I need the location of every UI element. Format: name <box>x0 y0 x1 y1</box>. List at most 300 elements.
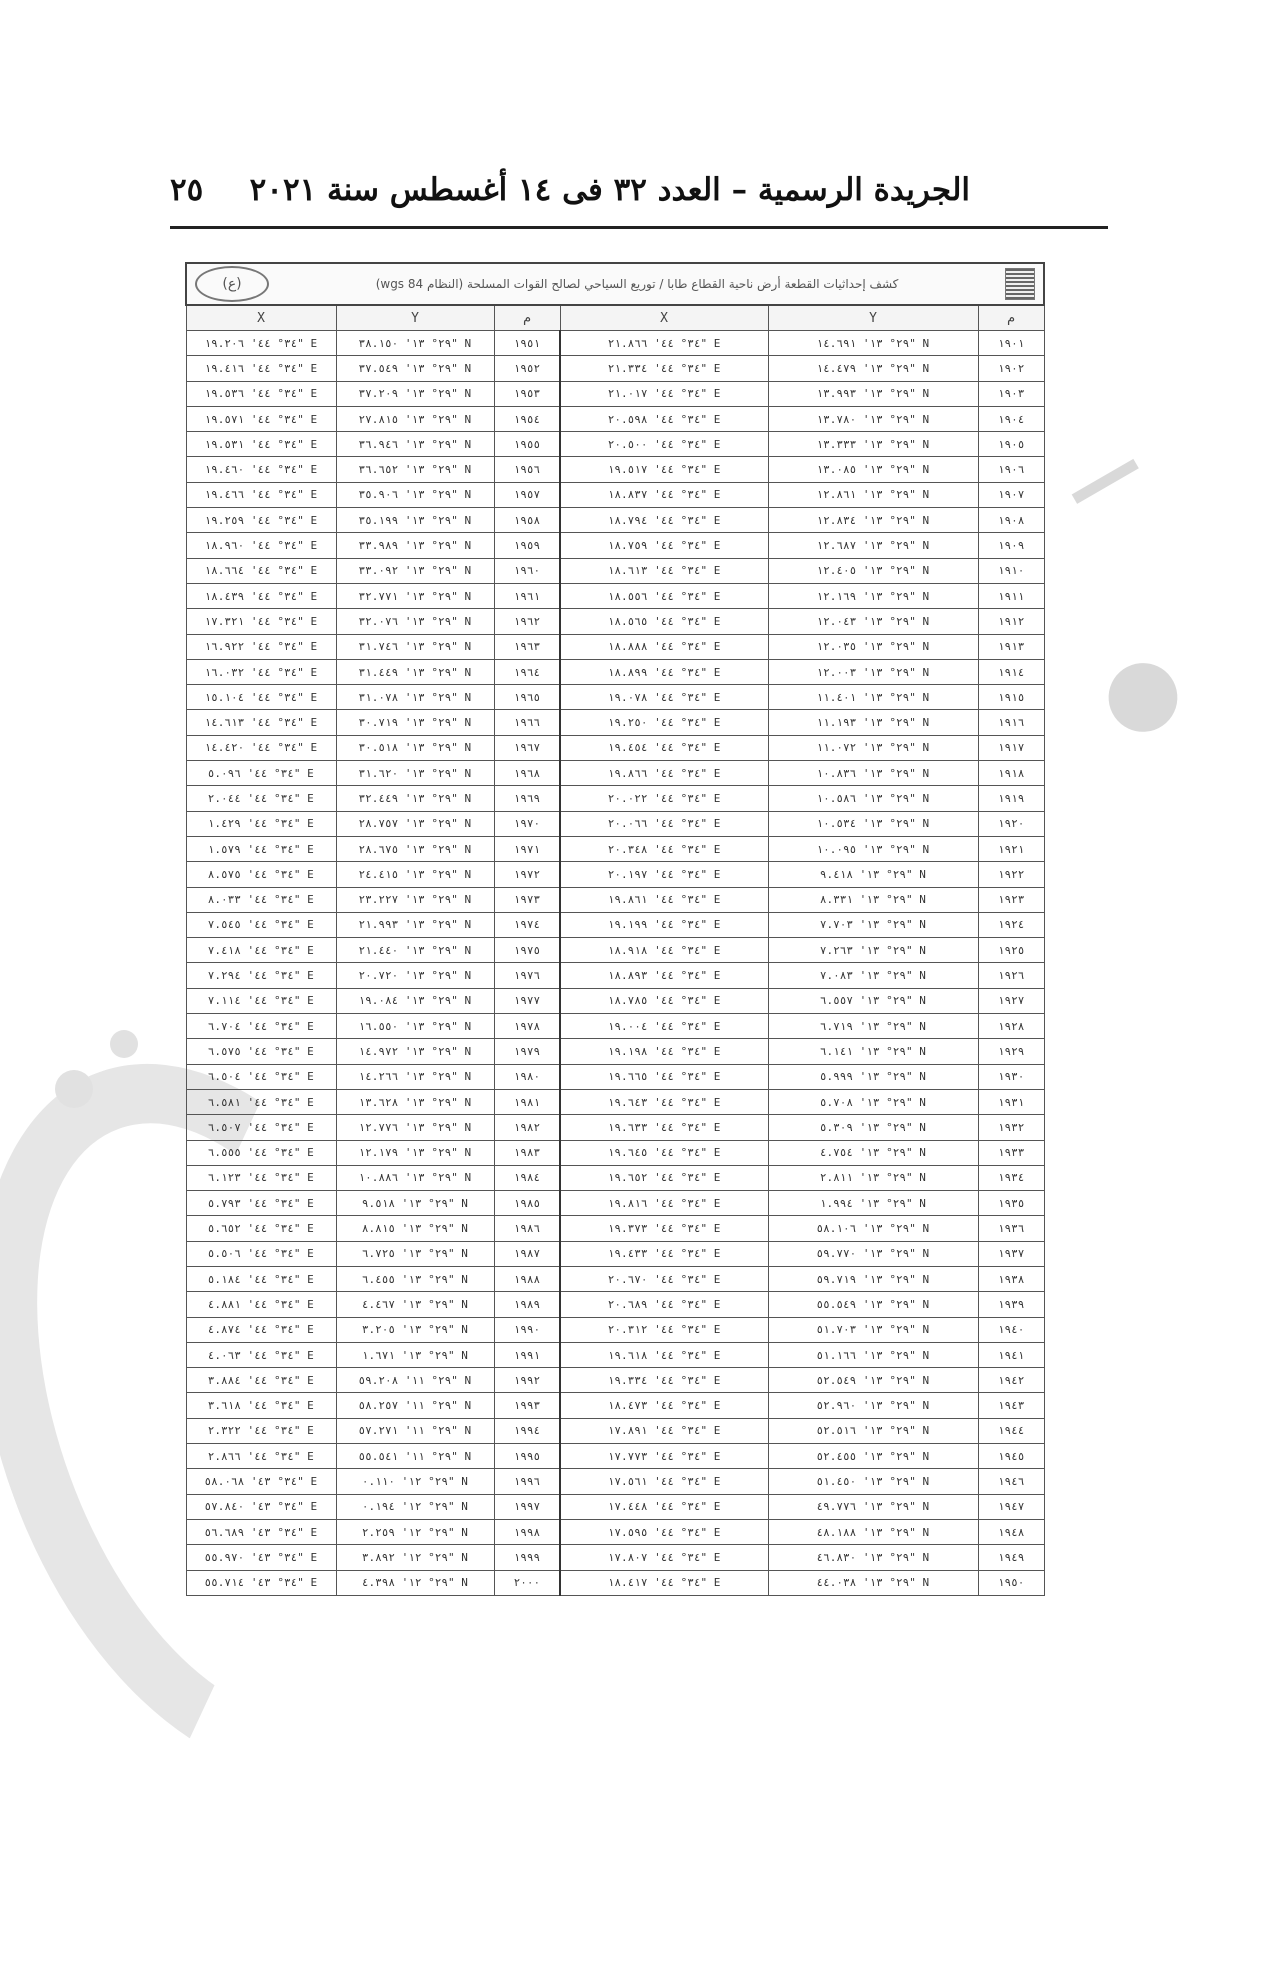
y-coordinate-cell: ٢٩° ١٣' ١٣.٠٨٥" N <box>768 457 978 482</box>
point-number-cell: ١٩٣٠ <box>978 1064 1044 1089</box>
table-title-row <box>186 263 1044 305</box>
table-row <box>186 912 1044 937</box>
x-coordinate-cell: ٣٤° ٤٤' ١٨.٨٩٩" E <box>560 659 768 684</box>
col-header-no: م <box>978 305 1044 331</box>
x-coordinate-cell: ٣٤° ٤٤' ٢٠.٥٠٠" E <box>560 432 768 457</box>
y-coordinate-cell: ٢٩° ١٣' ٩.٤١٨" N <box>768 862 978 887</box>
point-number-cell: ١٩٧٣ <box>494 887 560 912</box>
x-coordinate-cell: ٣٤° ٤٤' ٦.٥٠٧" E <box>186 1115 336 1140</box>
point-number-cell: ١٩٥٥ <box>494 432 560 457</box>
table-row <box>186 1216 1044 1241</box>
emblem-icon <box>1005 268 1035 300</box>
y-coordinate-cell: ٢٩° ١٣' ٣٥.٩٠٦" N <box>336 482 494 507</box>
point-number-cell: ١٩٣٣ <box>978 1140 1044 1165</box>
x-coordinate-cell: ٣٤° ٤٤' ٧.٢٩٤" E <box>186 963 336 988</box>
point-number-cell: ١٩٤٣ <box>978 1393 1044 1418</box>
y-coordinate-cell: ٢٩° ١٣' ٧.٠٨٣" N <box>768 963 978 988</box>
point-number-cell: ١٩٧٤ <box>494 912 560 937</box>
point-number-cell: ١٩١٧ <box>978 735 1044 760</box>
x-coordinate-cell: ٣٤° ٤٤' ١٤.٤٢٠" E <box>186 735 336 760</box>
point-number-cell: ١٩٤٨ <box>978 1519 1044 1544</box>
x-coordinate-cell: ٣٤° ٤٤' ١٩.٥١٧" E <box>560 457 768 482</box>
y-coordinate-cell: ٢٩° ١٣' ٥١.١٦٦" N <box>768 1342 978 1367</box>
y-coordinate-cell: ٢٩° ١٣' ١٠.٥٣٤" N <box>768 811 978 836</box>
col-header-y: Y <box>768 305 978 331</box>
table-row <box>186 1140 1044 1165</box>
x-coordinate-cell: ٣٤° ٤٤' ١٥.١٠٤" E <box>186 685 336 710</box>
y-coordinate-cell: ٢٩° ١٣' ٢.٨١١" N <box>768 1165 978 1190</box>
x-coordinate-cell: ٣٤° ٤٣' ٥٥.٧١٤" E <box>186 1570 336 1595</box>
table-header-row <box>186 305 1044 331</box>
page-title: الجريدة الرسمية – العدد ٣٢ فى ١٤ أغسطس سنة ٢٠٢١ <box>249 172 970 208</box>
x-coordinate-cell: ٣٤° ٤٤' ١٨.٥٦٥" E <box>560 609 768 634</box>
x-coordinate-cell: ٣٤° ٤٤' ١٩.٨٦٦" E <box>560 761 768 786</box>
coordinates-table-wrapper <box>185 262 1043 1972</box>
table-row <box>186 710 1044 735</box>
table-row <box>186 583 1044 608</box>
table-row <box>186 1241 1044 1266</box>
y-coordinate-cell: ٢٩° ١٣' ٣٦.٩٤٦" N <box>336 432 494 457</box>
x-coordinate-cell: ٣٤° ٤٤' ٢١.٣٣٤" E <box>560 356 768 381</box>
x-coordinate-cell: ٣٤° ٤٤' ١٩.٤٦٦" E <box>186 482 336 507</box>
y-coordinate-cell: ٢٩° ١٢' ٢.٢٥٩" N <box>336 1519 494 1544</box>
page-header <box>170 160 970 220</box>
x-coordinate-cell: ٣٤° ٤٤' ١٩.٢٥٠" E <box>560 710 768 735</box>
x-coordinate-cell: ٣٤° ٤٤' ٦.٥٥٥" E <box>186 1140 336 1165</box>
point-number-cell: ١٩٢٦ <box>978 963 1044 988</box>
y-coordinate-cell: ٢٩° ١٣' ١٢.١٧٩" N <box>336 1140 494 1165</box>
x-coordinate-cell: ٣٤° ٤٤' ١٧.٤٤٨" E <box>560 1494 768 1519</box>
x-coordinate-cell: ٣٤° ٤٤' ١٩.١٩٨" E <box>560 1039 768 1064</box>
y-coordinate-cell: ٢٩° ١١' ٥٥.٥٤١" N <box>336 1444 494 1469</box>
y-coordinate-cell: ٢٩° ١٣' ٣٦.٦٥٢" N <box>336 457 494 482</box>
y-coordinate-cell: ٢٩° ١٣' ٢٨.٧٥٧" N <box>336 811 494 836</box>
table-row <box>186 1342 1044 1367</box>
x-coordinate-cell: ٣٤° ٤٤' ٥.٧٩٣" E <box>186 1191 336 1216</box>
point-number-cell: ١٩١٣ <box>978 634 1044 659</box>
y-coordinate-cell: ٢٩° ١١' ٥٩.٢٠٨" N <box>336 1368 494 1393</box>
table-row <box>186 862 1044 887</box>
y-coordinate-cell: ٢٩° ١٣' ١٤.٤٧٩" N <box>768 356 978 381</box>
point-number-cell: ١٩٧٢ <box>494 862 560 887</box>
y-coordinate-cell: ٢٩° ١٣' ٥٩.٧٧٠" N <box>768 1241 978 1266</box>
x-coordinate-cell: ٣٤° ٤٤' ١٨.٧٨٥" E <box>560 988 768 1013</box>
y-coordinate-cell: ٢٩° ١٣' ٥٨.١٠٦" N <box>768 1216 978 1241</box>
point-number-cell: ١٩٢٧ <box>978 988 1044 1013</box>
point-number-cell: ١٩٠٩ <box>978 533 1044 558</box>
x-coordinate-cell: ٣٤° ٤٤' ١٨.٦١٣" E <box>560 558 768 583</box>
x-coordinate-cell: ٣٤° ٤٤' ١٩.٨١٦" E <box>560 1191 768 1216</box>
table-row <box>186 761 1044 786</box>
y-coordinate-cell: ٢٩° ١٣' ٢١.٩٩٣" N <box>336 912 494 937</box>
point-number-cell: ١٩٩٢ <box>494 1368 560 1393</box>
x-coordinate-cell: ٣٤° ٤٤' ٥.١٨٤" E <box>186 1266 336 1291</box>
point-number-cell: ١٩٦٩ <box>494 786 560 811</box>
watermark-dot <box>110 1030 138 1058</box>
y-coordinate-cell: ٢٩° ١٣' ٧.٧٠٣" N <box>768 912 978 937</box>
x-coordinate-cell: ٣٤° ٤٤' ١٦.٩٢٢" E <box>186 634 336 659</box>
y-coordinate-cell: ٢٩° ١٣' ١٠.٨٣٦" N <box>768 761 978 786</box>
y-coordinate-cell: ٢٩° ١٣' ٦.١٤١" N <box>768 1039 978 1064</box>
point-number-cell: ١٩٧٧ <box>494 988 560 1013</box>
point-number-cell: ١٩٢٩ <box>978 1039 1044 1064</box>
point-number-cell: ١٩٤٠ <box>978 1317 1044 1342</box>
x-coordinate-cell: ٣٤° ٤٤' ١٩.٦٣٣" E <box>560 1115 768 1140</box>
x-coordinate-cell: ٣٤° ٤٤' ٥.٦٥٢" E <box>186 1216 336 1241</box>
x-coordinate-cell: ٣٤° ٤٤' ٢٠.٥٩٨" E <box>560 406 768 431</box>
x-coordinate-cell: ٣٤° ٤٤' ٢٠.٠٢٢" E <box>560 786 768 811</box>
x-coordinate-cell: ٣٤° ٤٤' ٢.٠٤٤" E <box>186 786 336 811</box>
y-coordinate-cell: ٢٩° ١١' ٥٨.٢٥٧" N <box>336 1393 494 1418</box>
col-header-x: X <box>560 305 768 331</box>
x-coordinate-cell: ٣٤° ٤٤' ٤.٨٧٤" E <box>186 1317 336 1342</box>
x-coordinate-cell: ٣٤° ٤٤' ١٩.٥٣٦" E <box>186 381 336 406</box>
y-coordinate-cell: ٢٩° ١٣' ٥.٧٠٨" N <box>768 1089 978 1114</box>
y-coordinate-cell: ٢٩° ١٣' ٣.٢٠٥" N <box>336 1317 494 1342</box>
x-coordinate-cell: ٣٤° ٤٤' ١٨.٤٣٩" E <box>186 583 336 608</box>
y-coordinate-cell: ٢٩° ١٣' ٣٢.٧٧١" N <box>336 583 494 608</box>
point-number-cell: ١٩٢٨ <box>978 1014 1044 1039</box>
x-coordinate-cell: ٣٤° ٤٤' ١٨.٨٩٣" E <box>560 963 768 988</box>
x-coordinate-cell: ٣٤° ٤٤' ١٩.٦٤٥" E <box>560 1140 768 1165</box>
y-coordinate-cell: ٢٩° ١٢' ٤.٣٩٨" N <box>336 1570 494 1595</box>
y-coordinate-cell: ٢٩° ١٣' ١.٩٩٤" N <box>768 1191 978 1216</box>
point-number-cell: ١٩٦٣ <box>494 634 560 659</box>
point-number-cell: ١٩٩٨ <box>494 1519 560 1544</box>
y-coordinate-cell: ٢٩° ١٣' ٥٢.٥٤٩" N <box>768 1368 978 1393</box>
x-coordinate-cell: ٣٤° ٤٤' ١٩.٦٥٢" E <box>560 1165 768 1190</box>
y-coordinate-cell: ٢٩° ١٣' ١٢.٠٠٣" N <box>768 659 978 684</box>
y-coordinate-cell: ٢٩° ١٣' ٥.٣٠٩" N <box>768 1115 978 1140</box>
point-number-cell: ١٩٩٧ <box>494 1494 560 1519</box>
point-number-cell: ١٩١٠ <box>978 558 1044 583</box>
y-coordinate-cell: ٢٩° ١٣' ٨.٣٣١" N <box>768 887 978 912</box>
y-coordinate-cell: ٢٩° ١٣' ١٣.٦٢٨" N <box>336 1089 494 1114</box>
x-coordinate-cell: ٣٤° ٤٤' ١٨.٥٥٦" E <box>560 583 768 608</box>
y-coordinate-cell: ٢٩° ١٣' ٦.٥٥٧" N <box>768 988 978 1013</box>
point-number-cell: ١٩٠٥ <box>978 432 1044 457</box>
x-coordinate-cell: ٣٤° ٤٤' ١.٥٧٩" E <box>186 836 336 861</box>
table-row <box>186 887 1044 912</box>
x-coordinate-cell: ٣٤° ٤٤' ٢١.٠١٧" E <box>560 381 768 406</box>
x-coordinate-cell: ٣٤° ٤٤' ٧.١١٤" E <box>186 988 336 1013</box>
point-number-cell: ١٩٨٨ <box>494 1266 560 1291</box>
point-number-cell: ١٩٢٢ <box>978 862 1044 887</box>
y-coordinate-cell: ٢٩° ١٣' ١.٦٧١" N <box>336 1342 494 1367</box>
x-coordinate-cell: ٣٤° ٤٤' ٦.٥٧٥" E <box>186 1039 336 1064</box>
point-number-cell: ١٩٢٣ <box>978 887 1044 912</box>
table-row <box>186 482 1044 507</box>
point-number-cell: ١٩٣٥ <box>978 1191 1044 1216</box>
y-coordinate-cell: ٢٩° ١٣' ٤.٧٥٤" N <box>768 1140 978 1165</box>
point-number-cell: ١٩٨٤ <box>494 1165 560 1190</box>
watermark-dot <box>55 1070 93 1108</box>
point-number-cell: ١٩٤٧ <box>978 1494 1044 1519</box>
table-row <box>186 508 1044 533</box>
point-number-cell: ١٩٣٩ <box>978 1292 1044 1317</box>
x-coordinate-cell: ٣٤° ٤٤' ١٨.٩٦٠" E <box>186 533 336 558</box>
point-number-cell: ١٩٥٤ <box>494 406 560 431</box>
x-coordinate-cell: ٣٤° ٤٤' ٨.٠٣٣" E <box>186 887 336 912</box>
x-coordinate-cell: ٣٤° ٤٤' ١٩.٦٤٣" E <box>560 1089 768 1114</box>
y-coordinate-cell: ٢٩° ١٣' ٦.٧٢٥" N <box>336 1241 494 1266</box>
x-coordinate-cell: ٣٤° ٤٤' ٢١.٨٦٦" E <box>560 331 768 356</box>
x-coordinate-cell: ٣٤° ٤٤' ٢٠.٦٧٠" E <box>560 1266 768 1291</box>
table-row <box>186 634 1044 659</box>
y-coordinate-cell: ٢٩° ١٣' ٣٢.٤٤٩" N <box>336 786 494 811</box>
x-coordinate-cell: ٣٤° ٤٤' ٤.٨٨١" E <box>186 1292 336 1317</box>
point-number-cell: ١٩٧٩ <box>494 1039 560 1064</box>
table-row <box>186 1266 1044 1291</box>
point-number-cell: ١٩٧٦ <box>494 963 560 988</box>
coordinates-table <box>185 262 1045 1596</box>
point-number-cell: ١٩٩٠ <box>494 1317 560 1342</box>
table-row <box>186 558 1044 583</box>
y-coordinate-cell: ٢٩° ١٣' ٣١.٧٤٦" N <box>336 634 494 659</box>
table-row <box>186 356 1044 381</box>
table-row <box>186 1317 1044 1342</box>
x-coordinate-cell: ٣٤° ٤٤' ١٤.٦١٣" E <box>186 710 336 735</box>
point-number-cell: ١٩٨٢ <box>494 1115 560 1140</box>
x-coordinate-cell: ٣٤° ٤٤' ١٩.٤٥٤" E <box>560 735 768 760</box>
point-number-cell: ١٩٥٧ <box>494 482 560 507</box>
y-coordinate-cell: ٢٩° ١٣' ٤٦.٨٣٠" N <box>768 1545 978 1570</box>
x-coordinate-cell: ٣٤° ٤٤' ٢.٣٢٢" E <box>186 1418 336 1443</box>
y-coordinate-cell: ٢٩° ١٣' ٥٢.٥١٦" N <box>768 1418 978 1443</box>
y-coordinate-cell: ٢٩° ١٣' ٤.٤٦٧" N <box>336 1292 494 1317</box>
table-row <box>186 406 1044 431</box>
y-coordinate-cell: ٢٩° ١٣' ١٢.٧٧٦" N <box>336 1115 494 1140</box>
x-coordinate-cell: ٣٤° ٤٤' ١٨.٤٧٣" E <box>560 1393 768 1418</box>
x-coordinate-cell: ٣٤° ٤٤' ١٧.٨٠٧" E <box>560 1545 768 1570</box>
point-number-cell: ١٩٦٢ <box>494 609 560 634</box>
y-coordinate-cell: ٢٩° ١٣' ١٢.١٦٩" N <box>768 583 978 608</box>
point-number-cell: ١٩٧٠ <box>494 811 560 836</box>
point-number-cell: ١٩٥١ <box>494 331 560 356</box>
table-row <box>186 1393 1044 1418</box>
y-coordinate-cell: ٢٩° ١٣' ١٢.٤٠٥" N <box>768 558 978 583</box>
point-number-cell: ١٩٠٣ <box>978 381 1044 406</box>
point-number-cell: ١٩١٥ <box>978 685 1044 710</box>
y-coordinate-cell: ٢٩° ١٣' ٦.٤٥٥" N <box>336 1266 494 1291</box>
y-coordinate-cell: ٢٩° ١٣' ١٠.٠٩٥" N <box>768 836 978 861</box>
y-coordinate-cell: ٢٩° ١٣' ٥٢.٩٦٠" N <box>768 1393 978 1418</box>
x-coordinate-cell: ٣٤° ٤٤' ١٦.٠٣٢" E <box>186 659 336 684</box>
point-number-cell: ١٩٩١ <box>494 1342 560 1367</box>
y-coordinate-cell: ٢٩° ١٣' ١٢.٨٣٤" N <box>768 508 978 533</box>
x-coordinate-cell: ٣٤° ٤٤' ٢٠.٣١٢" E <box>560 1317 768 1342</box>
y-coordinate-cell: ٢٩° ١٣' ١٢.٠٤٣" N <box>768 609 978 634</box>
x-coordinate-cell: ٣٤° ٤٤' ١٩.٠٠٤" E <box>560 1014 768 1039</box>
y-coordinate-cell: ٢٩° ١٣' ٨.٨١٥" N <box>336 1216 494 1241</box>
point-number-cell: ١٩٠٢ <box>978 356 1044 381</box>
table-row <box>186 786 1044 811</box>
table-row <box>186 811 1044 836</box>
x-coordinate-cell: ٣٤° ٤٤' ١٨.٨٣٧" E <box>560 482 768 507</box>
y-coordinate-cell: ٢٩° ١٣' ٣٠.٥١٨" N <box>336 735 494 760</box>
table-row <box>186 1064 1044 1089</box>
y-coordinate-cell: ٢٩° ١٢' ٠.١١٠" N <box>336 1469 494 1494</box>
table-row <box>186 381 1044 406</box>
table-row <box>186 963 1044 988</box>
table-row <box>186 1545 1044 1570</box>
point-number-cell: ١٩١٤ <box>978 659 1044 684</box>
y-coordinate-cell: ٢٩° ١٣' ١٤.٩٧٢" N <box>336 1039 494 1064</box>
x-coordinate-cell: ٣٤° ٤٤' ١٩.٢٥٩" E <box>186 508 336 533</box>
point-number-cell: ١٩٧٨ <box>494 1014 560 1039</box>
point-number-cell: ١٩٨٧ <box>494 1241 560 1266</box>
point-number-cell: ١٩٦٧ <box>494 735 560 760</box>
y-coordinate-cell: ٢٩° ١٣' ٣٥.١٩٩" N <box>336 508 494 533</box>
y-coordinate-cell: ٢٩° ١٣' ٢٠.٧٢٠" N <box>336 963 494 988</box>
x-coordinate-cell: ٣٤° ٤٤' ٢٠.١٩٧" E <box>560 862 768 887</box>
x-coordinate-cell: ٣٤° ٤٤' ١٨.٨٨٨" E <box>560 634 768 659</box>
point-number-cell: ١٩٢١ <box>978 836 1044 861</box>
point-number-cell: ١٩١٨ <box>978 761 1044 786</box>
y-coordinate-cell: ٢٩° ١٣' ١٣.٩٩٣" N <box>768 381 978 406</box>
y-coordinate-cell: ٢٩° ١٣' ٢٤.٤١٥" N <box>336 862 494 887</box>
y-coordinate-cell: ٢٩° ١٣' ٣١.٤٤٩" N <box>336 659 494 684</box>
y-coordinate-cell: ٢٩° ١٣' ٢٨.٦٧٥" N <box>336 836 494 861</box>
watermark-text: ا <box>1050 445 1155 521</box>
x-coordinate-cell: ٣٤° ٤٤' ٨.٥٧٥" E <box>186 862 336 887</box>
point-number-cell: ١٩٩٩ <box>494 1545 560 1570</box>
y-coordinate-cell: ٢٩° ١٣' ٤٩.٧٧٦" N <box>768 1494 978 1519</box>
y-coordinate-cell: ٢٩° ١٣' ١٠.٥٨٦" N <box>768 786 978 811</box>
x-coordinate-cell: ٣٤° ٤٣' ٥٦.٦٨٩" E <box>186 1519 336 1544</box>
x-coordinate-cell: ٣٤° ٤٤' ٦.٥٠٤" E <box>186 1064 336 1089</box>
col-header-x: X <box>186 305 336 331</box>
point-number-cell: ١٩٦٤ <box>494 659 560 684</box>
y-coordinate-cell: ٢٩° ١٣' ٤٤.٠٣٨" N <box>768 1570 978 1595</box>
point-number-cell: ١٩٤٦ <box>978 1469 1044 1494</box>
point-number-cell: ١٩٣٧ <box>978 1241 1044 1266</box>
y-coordinate-cell: ٢٩° ١٣' ٣٧.٥٤٩" N <box>336 356 494 381</box>
table-row <box>186 1570 1044 1595</box>
table-row <box>186 457 1044 482</box>
table-row <box>186 1519 1044 1544</box>
x-coordinate-cell: ٣٤° ٤٤' ١٩.٠٧٨" E <box>560 685 768 710</box>
point-number-cell: ١٩١٢ <box>978 609 1044 634</box>
point-number-cell: ١٩٨٩ <box>494 1292 560 1317</box>
x-coordinate-cell: ٣٤° ٤٤' ١٨.٧٥٩" E <box>560 533 768 558</box>
x-coordinate-cell: ٣٤° ٤٣' ٥٧.٨٤٠" E <box>186 1494 336 1519</box>
table-row <box>186 1368 1044 1393</box>
y-coordinate-cell: ٢٩° ١٣' ١٤.٢٦٦" N <box>336 1064 494 1089</box>
y-coordinate-cell: ٢٩° ١٣' ٩.٥١٨" N <box>336 1191 494 1216</box>
x-coordinate-cell: ٣٤° ٤٤' ١٩.٤١٦" E <box>186 356 336 381</box>
point-number-cell: ٢٠٠٠ <box>494 1570 560 1595</box>
x-coordinate-cell: ٣٤° ٤٣' ٥٥.٩٧٠" E <box>186 1545 336 1570</box>
point-number-cell: ١٩٧٥ <box>494 938 560 963</box>
table-row <box>186 1444 1044 1469</box>
y-coordinate-cell: ٢٩° ١٣' ٥.٩٩٩" N <box>768 1064 978 1089</box>
x-coordinate-cell: ٣٤° ٤٤' ١٩.٢٠٦" E <box>186 331 336 356</box>
x-coordinate-cell: ٣٤° ٤٤' ١٩.٣٧٣" E <box>560 1216 768 1241</box>
y-coordinate-cell: ٢٩° ١٣' ٧.٢٦٣" N <box>768 938 978 963</box>
x-coordinate-cell: ٣٤° ٤٤' ١٩.٨٦١" E <box>560 887 768 912</box>
point-number-cell: ١٩٣٤ <box>978 1165 1044 1190</box>
y-coordinate-cell: ٢٩° ١٣' ٣٠.٧١٩" N <box>336 710 494 735</box>
table-row <box>186 1039 1044 1064</box>
point-number-cell: ١٩٦٨ <box>494 761 560 786</box>
stamp-icon: (ع) <box>195 266 269 302</box>
x-coordinate-cell: ٣٤° ٤٤' ٣.٦١٨" E <box>186 1393 336 1418</box>
y-coordinate-cell: ٢٩° ١٢' ٣.٨٩٢" N <box>336 1545 494 1570</box>
point-number-cell: ١٩٥٩ <box>494 533 560 558</box>
y-coordinate-cell: ٢٩° ١٣' ٣١.٦٢٠" N <box>336 761 494 786</box>
x-coordinate-cell: ٣٤° ٤٤' ٢.٨٦٦" E <box>186 1444 336 1469</box>
x-coordinate-cell: ٣٤° ٤٤' ١٩.٣٣٤" E <box>560 1368 768 1393</box>
y-coordinate-cell: ٢٩° ١٣' ١٢.٠٣٥" N <box>768 634 978 659</box>
y-coordinate-cell: ٢٩° ١٣' ٣٣.٠٩٢" N <box>336 558 494 583</box>
table-row <box>186 432 1044 457</box>
x-coordinate-cell: ٣٤° ٤٤' ١٧.٨٩١" E <box>560 1418 768 1443</box>
point-number-cell: ١٩٨١ <box>494 1089 560 1114</box>
x-coordinate-cell: ٣٤° ٤٤' ١٩.٥٧١" E <box>186 406 336 431</box>
point-number-cell: ١٩٠٤ <box>978 406 1044 431</box>
header-rule <box>170 226 1108 229</box>
col-header-no: م <box>494 305 560 331</box>
point-number-cell: ١٩٢٥ <box>978 938 1044 963</box>
y-coordinate-cell: ٢٩° ١٣' ٣٨.١٥٠" N <box>336 331 494 356</box>
point-number-cell: ١٩٣١ <box>978 1089 1044 1114</box>
x-coordinate-cell: ٣٤° ٤٤' ١٩.٦٦٥" E <box>560 1064 768 1089</box>
table-row <box>186 685 1044 710</box>
x-coordinate-cell: ٣٤° ٤٤' ١٧.٥٦١" E <box>560 1469 768 1494</box>
point-number-cell: ١٩٧١ <box>494 836 560 861</box>
point-number-cell: ١٩٩٣ <box>494 1393 560 1418</box>
x-coordinate-cell: ٣٤° ٤٤' ١٩.٤٦٠" E <box>186 457 336 482</box>
point-number-cell: ١٩٨٠ <box>494 1064 560 1089</box>
point-number-cell: ١٩٨٥ <box>494 1191 560 1216</box>
point-number-cell: ١٩٤٩ <box>978 1545 1044 1570</box>
y-coordinate-cell: ٢٩° ١٣' ٢٣.٢٢٧" N <box>336 887 494 912</box>
col-header-y: Y <box>336 305 494 331</box>
point-number-cell: ١٩١٩ <box>978 786 1044 811</box>
table-row <box>186 659 1044 684</box>
point-number-cell: ١٩٠٨ <box>978 508 1044 533</box>
table-row <box>186 1165 1044 1190</box>
x-coordinate-cell: ٣٤° ٤٤' ٥.٠٩٦" E <box>186 761 336 786</box>
y-coordinate-cell: ٢٩° ١٣' ٣٣.٩٨٩" N <box>336 533 494 558</box>
point-number-cell: ١٩٦٠ <box>494 558 560 583</box>
page-number: ٢٥ <box>170 172 204 208</box>
point-number-cell: ١٩٥٣ <box>494 381 560 406</box>
table-row <box>186 1292 1044 1317</box>
x-coordinate-cell: ٣٤° ٤٤' ٦.١٢٣" E <box>186 1165 336 1190</box>
x-coordinate-cell: ٣٤° ٤٤' ٦.٧٠٤" E <box>186 1014 336 1039</box>
point-number-cell: ١٩٥٢ <box>494 356 560 381</box>
point-number-cell: ١٩٠٦ <box>978 457 1044 482</box>
y-coordinate-cell: ٢٩° ١١' ٥٧.٢٧١" N <box>336 1418 494 1443</box>
x-coordinate-cell: ٣٤° ٤٤' ١٩.١٩٩" E <box>560 912 768 937</box>
point-number-cell: ١٩٣٨ <box>978 1266 1044 1291</box>
x-coordinate-cell: ٣٤° ٤٤' ١٩.٦١٨" E <box>560 1342 768 1367</box>
x-coordinate-cell: ٣٤° ٤٤' ١٨.٤١٧" E <box>560 1570 768 1595</box>
x-coordinate-cell: ٣٤° ٤٤' ١٨.٦٦٤" E <box>186 558 336 583</box>
point-number-cell: ١٩٩٤ <box>494 1418 560 1443</box>
point-number-cell: ١٩٤٤ <box>978 1418 1044 1443</box>
table-row <box>186 988 1044 1013</box>
table-row <box>186 331 1044 356</box>
x-coordinate-cell: ٣٤° ٤٤' ٢٠.٠٦٦" E <box>560 811 768 836</box>
point-number-cell: ١٩٢٠ <box>978 811 1044 836</box>
table-row <box>186 938 1044 963</box>
x-coordinate-cell: ٣٤° ٤٤' ١٩.٥٣١" E <box>186 432 336 457</box>
y-coordinate-cell: ٢٩° ١٣' ٣٢.٠٧٦" N <box>336 609 494 634</box>
point-number-cell: ١٩٩٥ <box>494 1444 560 1469</box>
